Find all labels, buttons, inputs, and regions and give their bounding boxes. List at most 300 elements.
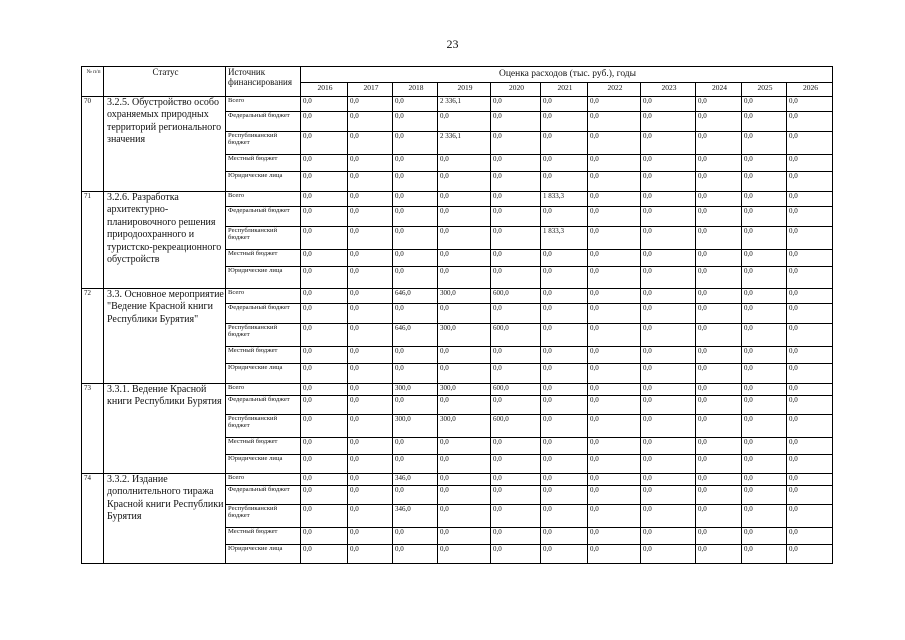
value-cell: 0,0: [491, 347, 541, 364]
value-cell: 0,0: [641, 112, 696, 132]
value-cell: 0,0: [393, 250, 438, 267]
value-cell: 0,0: [393, 227, 438, 250]
value-cell: 0,0: [438, 267, 491, 289]
value-cell: 0,0: [541, 505, 588, 528]
status-cell: 3.2.6. Разработка архитектурно-планировочного решения природоохранного и туристско-рекреационного обустройств: [104, 192, 226, 289]
value-cell: 0,0: [588, 227, 641, 250]
value-cell: 0,0: [787, 267, 833, 289]
value-cell: 0,0: [588, 304, 641, 324]
value-cell: 0,0: [742, 250, 787, 267]
value-cell: 0,0: [348, 304, 393, 324]
year-header: 2018: [393, 83, 438, 97]
value-cell: 0,0: [438, 474, 491, 486]
value-cell: 0,0: [491, 474, 541, 486]
value-cell: 1 833,3: [541, 192, 588, 207]
value-cell: 0,0: [348, 324, 393, 347]
value-cell: 0,0: [696, 415, 742, 438]
value-cell: 0,0: [393, 172, 438, 192]
value-cell: 0,0: [541, 364, 588, 384]
status-cell: 3.3.1. Ведение Красной книги Республики Бурятия: [104, 384, 226, 474]
year-header: 2026: [787, 83, 833, 97]
header-status: Статус: [104, 67, 226, 97]
funding-source: Юридические лица: [226, 545, 301, 564]
value-cell: 0,0: [438, 396, 491, 415]
value-cell: 2 336,1: [438, 97, 491, 112]
value-cell: 0,0: [438, 304, 491, 324]
value-cell: 0,0: [696, 505, 742, 528]
value-cell: 0,0: [438, 192, 491, 207]
value-cell: 0,0: [696, 545, 742, 564]
value-cell: 0,0: [696, 455, 742, 474]
funding-source: Республиканский бюджет: [226, 324, 301, 347]
year-header: 2022: [588, 83, 641, 97]
row-number: 71: [82, 192, 104, 289]
value-cell: 0,0: [641, 528, 696, 545]
value-cell: 0,0: [541, 528, 588, 545]
funding-source: Республиканский бюджет: [226, 415, 301, 438]
value-cell: 0,0: [541, 207, 588, 227]
row-number: 72: [82, 289, 104, 384]
value-cell: 0,0: [787, 97, 833, 112]
value-cell: 0,0: [541, 347, 588, 364]
value-cell: 0,0: [641, 227, 696, 250]
value-cell: 0,0: [588, 324, 641, 347]
value-cell: 0,0: [696, 227, 742, 250]
value-cell: 0,0: [491, 267, 541, 289]
table-row: [82, 384, 833, 396]
value-cell: 0,0: [301, 486, 348, 505]
value-cell: 0,0: [588, 474, 641, 486]
value-cell: 300,0: [438, 289, 491, 304]
value-cell: 0,0: [588, 528, 641, 545]
table-row: [82, 192, 833, 207]
value-cell: 0,0: [696, 250, 742, 267]
table-row: [82, 289, 833, 304]
value-cell: 0,0: [588, 207, 641, 227]
value-cell: 0,0: [787, 505, 833, 528]
value-cell: 0,0: [641, 474, 696, 486]
value-cell: 0,0: [541, 304, 588, 324]
funding-source: Республиканский бюджет: [226, 132, 301, 155]
value-cell: 0,0: [301, 505, 348, 528]
value-cell: 0,0: [491, 486, 541, 505]
value-cell: 0,0: [438, 227, 491, 250]
value-cell: 0,0: [393, 97, 438, 112]
value-cell: 0,0: [301, 304, 348, 324]
value-cell: 0,0: [491, 207, 541, 227]
value-cell: 0,0: [541, 97, 588, 112]
value-cell: 0,0: [438, 155, 491, 172]
value-cell: 0,0: [641, 155, 696, 172]
value-cell: 0,0: [696, 207, 742, 227]
value-cell: 0,0: [393, 364, 438, 384]
value-cell: 0,0: [742, 438, 787, 455]
value-cell: 0,0: [541, 384, 588, 396]
value-cell: 0,0: [301, 415, 348, 438]
value-cell: 0,0: [393, 545, 438, 564]
header-estimate: Оценка расходов (тыс. руб.), годы: [301, 67, 833, 83]
year-header: 2020: [491, 83, 541, 97]
value-cell: 2 336,1: [438, 132, 491, 155]
value-cell: 0,0: [438, 207, 491, 227]
value-cell: 0,0: [393, 267, 438, 289]
value-cell: 0,0: [787, 155, 833, 172]
value-cell: 0,0: [696, 267, 742, 289]
funding-source: Юридические лица: [226, 267, 301, 289]
value-cell: 0,0: [348, 528, 393, 545]
value-cell: 0,0: [588, 486, 641, 505]
value-cell: 0,0: [438, 505, 491, 528]
value-cell: 300,0: [438, 324, 491, 347]
value-cell: 0,0: [301, 364, 348, 384]
value-cell: 0,0: [742, 474, 787, 486]
value-cell: 0,0: [787, 324, 833, 347]
value-cell: 0,0: [742, 505, 787, 528]
value-cell: 0,0: [348, 396, 393, 415]
value-cell: 0,0: [742, 289, 787, 304]
value-cell: 0,0: [438, 438, 491, 455]
value-cell: 0,0: [348, 438, 393, 455]
value-cell: 0,0: [301, 545, 348, 564]
value-cell: 0,0: [742, 528, 787, 545]
year-header: 2019: [438, 83, 491, 97]
value-cell: 0,0: [301, 267, 348, 289]
value-cell: 0,0: [787, 207, 833, 227]
value-cell: 300,0: [438, 415, 491, 438]
value-cell: 0,0: [348, 155, 393, 172]
value-cell: 0,0: [438, 250, 491, 267]
value-cell: 0,0: [641, 304, 696, 324]
value-cell: 0,0: [348, 172, 393, 192]
value-cell: 0,0: [393, 486, 438, 505]
value-cell: 0,0: [742, 455, 787, 474]
funding-source: Всего: [226, 474, 301, 486]
value-cell: 0,0: [742, 324, 787, 347]
value-cell: 0,0: [588, 250, 641, 267]
value-cell: 0,0: [541, 474, 588, 486]
row-number: 70: [82, 97, 104, 192]
funding-source: Федеральный бюджет: [226, 396, 301, 415]
value-cell: 0,0: [641, 132, 696, 155]
value-cell: 0,0: [393, 155, 438, 172]
value-cell: 0,0: [393, 132, 438, 155]
value-cell: 0,0: [787, 384, 833, 396]
value-cell: 0,0: [301, 172, 348, 192]
value-cell: 0,0: [696, 528, 742, 545]
value-cell: 0,0: [742, 384, 787, 396]
value-cell: 0,0: [491, 192, 541, 207]
value-cell: 0,0: [742, 192, 787, 207]
value-cell: 0,0: [588, 289, 641, 304]
funding-source: Местный бюджет: [226, 347, 301, 364]
funding-source: Всего: [226, 384, 301, 396]
value-cell: 0,0: [641, 384, 696, 396]
funding-source: Юридические лица: [226, 364, 301, 384]
value-cell: 0,0: [588, 267, 641, 289]
page-number: 23: [446, 37, 459, 51]
value-cell: 0,0: [438, 545, 491, 564]
value-cell: 0,0: [541, 324, 588, 347]
value-cell: 0,0: [641, 347, 696, 364]
header-source: Источник финансирования: [226, 67, 301, 97]
value-cell: 1 833,3: [541, 227, 588, 250]
year-header: 2016: [301, 83, 348, 97]
status-cell: 3.3. Основное мероприятие "Ведение Красной книги Республики Бурятия": [104, 289, 226, 384]
value-cell: 0,0: [393, 304, 438, 324]
value-cell: 600,0: [491, 324, 541, 347]
row-number: 73: [82, 384, 104, 474]
value-cell: 0,0: [588, 396, 641, 415]
value-cell: 0,0: [348, 112, 393, 132]
value-cell: 0,0: [491, 112, 541, 132]
value-cell: 0,0: [541, 250, 588, 267]
value-cell: 0,0: [787, 289, 833, 304]
value-cell: 0,0: [588, 384, 641, 396]
value-cell: 0,0: [491, 155, 541, 172]
funding-source: Федеральный бюджет: [226, 112, 301, 132]
value-cell: 0,0: [491, 438, 541, 455]
value-cell: 0,0: [491, 505, 541, 528]
funding-source: Местный бюджет: [226, 250, 301, 267]
value-cell: 0,0: [301, 324, 348, 347]
value-cell: 0,0: [696, 304, 742, 324]
value-cell: 0,0: [301, 396, 348, 415]
value-cell: 0,0: [438, 455, 491, 474]
value-cell: 0,0: [393, 396, 438, 415]
value-cell: 0,0: [588, 172, 641, 192]
value-cell: 0,0: [541, 486, 588, 505]
value-cell: 0,0: [393, 438, 438, 455]
funding-source: Всего: [226, 97, 301, 112]
value-cell: 0,0: [696, 364, 742, 384]
value-cell: 0,0: [588, 132, 641, 155]
value-cell: 0,0: [641, 172, 696, 192]
value-cell: 0,0: [541, 267, 588, 289]
value-cell: 0,0: [787, 227, 833, 250]
funding-source: Всего: [226, 289, 301, 304]
value-cell: 646,0: [393, 289, 438, 304]
funding-source: Юридические лица: [226, 455, 301, 474]
value-cell: 0,0: [348, 474, 393, 486]
value-cell: 0,0: [641, 364, 696, 384]
value-cell: 600,0: [491, 415, 541, 438]
value-cell: 0,0: [301, 455, 348, 474]
value-cell: 0,0: [588, 545, 641, 564]
value-cell: 0,0: [787, 396, 833, 415]
year-header: 2025: [742, 83, 787, 97]
value-cell: 0,0: [742, 97, 787, 112]
value-cell: 646,0: [393, 324, 438, 347]
value-cell: 0,0: [588, 364, 641, 384]
value-cell: 0,0: [393, 207, 438, 227]
value-cell: 0,0: [348, 250, 393, 267]
value-cell: 0,0: [491, 172, 541, 192]
value-cell: 0,0: [348, 132, 393, 155]
value-cell: 0,0: [588, 192, 641, 207]
funding-source: Местный бюджет: [226, 528, 301, 545]
value-cell: 0,0: [541, 396, 588, 415]
value-cell: 300,0: [393, 415, 438, 438]
value-cell: 0,0: [348, 347, 393, 364]
value-cell: 0,0: [787, 415, 833, 438]
value-cell: 346,0: [393, 505, 438, 528]
value-cell: 600,0: [491, 384, 541, 396]
value-cell: 0,0: [696, 112, 742, 132]
value-cell: 0,0: [301, 112, 348, 132]
value-cell: 0,0: [696, 155, 742, 172]
header-num: № п/п: [82, 67, 104, 97]
value-cell: 0,0: [393, 112, 438, 132]
value-cell: 0,0: [588, 415, 641, 438]
value-cell: 0,0: [787, 192, 833, 207]
value-cell: 0,0: [742, 207, 787, 227]
value-cell: 0,0: [742, 155, 787, 172]
year-header: 2023: [641, 83, 696, 97]
value-cell: 0,0: [491, 304, 541, 324]
value-cell: 0,0: [641, 396, 696, 415]
value-cell: 0,0: [301, 474, 348, 486]
value-cell: 0,0: [696, 438, 742, 455]
funding-source: Местный бюджет: [226, 438, 301, 455]
value-cell: 0,0: [742, 227, 787, 250]
value-cell: 0,0: [348, 227, 393, 250]
value-cell: 0,0: [787, 347, 833, 364]
value-cell: 0,0: [742, 486, 787, 505]
value-cell: 0,0: [588, 112, 641, 132]
value-cell: 0,0: [541, 415, 588, 438]
value-cell: 0,0: [742, 267, 787, 289]
value-cell: 0,0: [491, 250, 541, 267]
value-cell: 0,0: [742, 172, 787, 192]
expenditure-table: [81, 66, 833, 564]
value-cell: 0,0: [348, 97, 393, 112]
value-cell: 0,0: [641, 250, 696, 267]
value-cell: 0,0: [696, 172, 742, 192]
table-row: [82, 97, 833, 112]
value-cell: 300,0: [438, 384, 491, 396]
value-cell: 0,0: [301, 227, 348, 250]
value-cell: 0,0: [393, 528, 438, 545]
value-cell: 0,0: [641, 97, 696, 112]
value-cell: 0,0: [348, 192, 393, 207]
value-cell: 0,0: [696, 289, 742, 304]
row-number: 74: [82, 474, 104, 564]
value-cell: 0,0: [742, 304, 787, 324]
value-cell: 0,0: [301, 384, 348, 396]
value-cell: 0,0: [696, 396, 742, 415]
value-cell: 0,0: [348, 289, 393, 304]
value-cell: 0,0: [541, 438, 588, 455]
value-cell: 0,0: [393, 455, 438, 474]
value-cell: 0,0: [641, 486, 696, 505]
value-cell: 0,0: [641, 545, 696, 564]
value-cell: 0,0: [301, 528, 348, 545]
value-cell: 0,0: [491, 528, 541, 545]
table-row: [82, 474, 833, 486]
value-cell: 0,0: [491, 455, 541, 474]
value-cell: 0,0: [787, 438, 833, 455]
funding-source: Местный бюджет: [226, 155, 301, 172]
value-cell: 0,0: [641, 207, 696, 227]
funding-source: Республиканский бюджет: [226, 505, 301, 528]
value-cell: 0,0: [641, 324, 696, 347]
value-cell: 0,0: [641, 505, 696, 528]
value-cell: 0,0: [696, 132, 742, 155]
value-cell: 0,0: [787, 250, 833, 267]
value-cell: 0,0: [787, 528, 833, 545]
value-cell: 0,0: [438, 112, 491, 132]
value-cell: 0,0: [301, 97, 348, 112]
value-cell: 0,0: [696, 347, 742, 364]
value-cell: 0,0: [491, 364, 541, 384]
value-cell: 0,0: [541, 172, 588, 192]
value-cell: 0,0: [348, 505, 393, 528]
value-cell: 0,0: [541, 289, 588, 304]
value-cell: 0,0: [541, 155, 588, 172]
value-cell: 0,0: [787, 474, 833, 486]
value-cell: 0,0: [787, 486, 833, 505]
value-cell: 0,0: [491, 227, 541, 250]
value-cell: 0,0: [491, 97, 541, 112]
value-cell: 0,0: [588, 505, 641, 528]
value-cell: 0,0: [588, 347, 641, 364]
year-header: 2017: [348, 83, 393, 97]
value-cell: 0,0: [491, 132, 541, 155]
value-cell: 0,0: [742, 132, 787, 155]
value-cell: 0,0: [348, 364, 393, 384]
value-cell: 0,0: [541, 112, 588, 132]
funding-source: Федеральный бюджет: [226, 207, 301, 227]
value-cell: 0,0: [787, 364, 833, 384]
value-cell: 0,0: [348, 207, 393, 227]
value-cell: 0,0: [742, 364, 787, 384]
status-cell: 3.3.2. Издание дополнительного тиража Красной книги Республики Бурятия: [104, 474, 226, 564]
year-header: 2024: [696, 83, 742, 97]
value-cell: 0,0: [742, 396, 787, 415]
value-cell: 0,0: [438, 347, 491, 364]
value-cell: 0,0: [742, 545, 787, 564]
value-cell: 0,0: [393, 347, 438, 364]
value-cell: 0,0: [787, 112, 833, 132]
value-cell: 0,0: [438, 486, 491, 505]
value-cell: 0,0: [301, 289, 348, 304]
value-cell: 0,0: [742, 415, 787, 438]
funding-source: Федеральный бюджет: [226, 486, 301, 505]
value-cell: 0,0: [588, 97, 641, 112]
value-cell: 0,0: [742, 347, 787, 364]
value-cell: 0,0: [393, 192, 438, 207]
value-cell: 0,0: [301, 192, 348, 207]
value-cell: 0,0: [588, 438, 641, 455]
funding-source: Всего: [226, 192, 301, 207]
value-cell: 0,0: [641, 455, 696, 474]
funding-source: Юридические лица: [226, 172, 301, 192]
value-cell: 0,0: [641, 267, 696, 289]
value-cell: 0,0: [588, 455, 641, 474]
value-cell: 0,0: [641, 192, 696, 207]
value-cell: 0,0: [301, 132, 348, 155]
value-cell: 0,0: [787, 132, 833, 155]
value-cell: 0,0: [696, 97, 742, 112]
value-cell: 0,0: [696, 474, 742, 486]
value-cell: 0,0: [491, 396, 541, 415]
value-cell: 0,0: [491, 545, 541, 564]
value-cell: 0,0: [641, 438, 696, 455]
status-cell: 3.2.5. Обустройство особо охраняемых природных территорий регионального значения: [104, 97, 226, 192]
value-cell: 0,0: [696, 192, 742, 207]
value-cell: 0,0: [301, 250, 348, 267]
value-cell: 0,0: [641, 415, 696, 438]
